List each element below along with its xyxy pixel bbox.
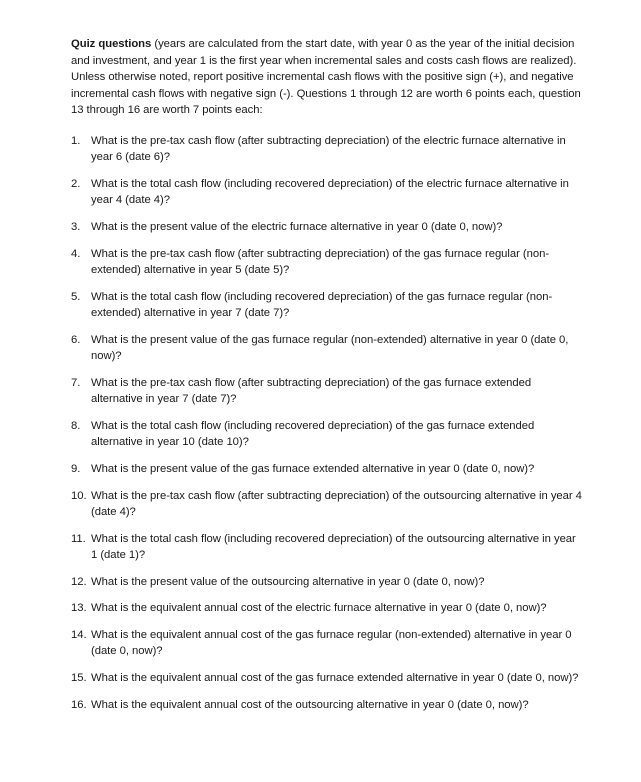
question-text: What is the present value of the electric furnace alternative in year 0 (date 0, now)? bbox=[91, 220, 503, 233]
question-text: What is the present value of the outsourcing alternative in year 0 (date 0, now)? bbox=[91, 575, 485, 588]
question-number: 14. bbox=[71, 629, 87, 642]
question-text: What is the total cash flow (including recovered depreciation) of the gas furnace regular (non-extended) alternative in year 7 (date 7)? bbox=[91, 290, 553, 319]
question-number: 4. bbox=[71, 247, 81, 260]
question-item bbox=[71, 461, 585, 477]
question-text: What is the total cash flow (including recovered depreciation) of the gas furnace extended alternative in year 10 (date 10)? bbox=[91, 419, 535, 448]
question-item bbox=[71, 219, 585, 235]
question-item bbox=[71, 133, 585, 165]
question-item bbox=[71, 332, 585, 364]
question-text: What is the present value of the gas furnace regular (non-extended) alternative in year 0 (date 0, now)? bbox=[91, 333, 569, 362]
question-text: What is the equivalent annual cost of the outsourcing alternative in year 0 (date 0, now)? bbox=[91, 698, 529, 711]
question-number: 8. bbox=[71, 419, 81, 432]
question-number: 10. bbox=[71, 489, 87, 502]
question-number: 6. bbox=[71, 333, 81, 346]
question-list bbox=[71, 133, 585, 713]
question-item bbox=[71, 289, 585, 321]
question-number: 1. bbox=[71, 134, 81, 147]
question-item bbox=[71, 531, 585, 563]
question-item bbox=[71, 574, 585, 590]
question-number: 5. bbox=[71, 290, 81, 303]
question-number: 2. bbox=[71, 177, 81, 190]
question-item bbox=[71, 627, 585, 659]
intro-title: Quiz questions bbox=[71, 38, 152, 50]
question-text: What is the pre-tax cash flow (after subtracting depreciation) of the gas furnace extended alternative in year 7 (date 7)? bbox=[91, 376, 532, 405]
question-text: What is the pre-tax cash flow (after subtracting depreciation) of the electric furnace alternative in year 6 (date 6)? bbox=[91, 134, 566, 164]
question-number: 7. bbox=[71, 376, 81, 389]
question-text: What is the equivalent annual cost of the electric furnace alternative in year 0 (date 0, now)? bbox=[91, 602, 547, 615]
intro-body: (years are calculated from the start date, with year 0 as the year of the initial decision and investment, and year 1 is the first year when incremental sales and costs cash flows are realized). Unless otherwise noted, report positive incremental cash flows with the positive sign (+), and negative incremental cash flows with negative sign (-). Questions 1 through 12 are worth 6 points each, question 13 through 16 are worth 7 points each: bbox=[71, 38, 581, 117]
question-item bbox=[71, 600, 585, 616]
question-item bbox=[71, 176, 585, 208]
question-text: What is the total cash flow (including recovered depreciation) of the electric furnace alternative in year 4 (date 4)? bbox=[91, 177, 569, 207]
question-number: 16. bbox=[71, 698, 87, 711]
question-text: What is the present value of the gas furnace extended alternative in year 0 (date 0, now)? bbox=[91, 462, 535, 475]
question-number: 13. bbox=[71, 602, 87, 615]
question-item bbox=[71, 418, 585, 450]
question-number: 11. bbox=[71, 532, 86, 545]
question-item bbox=[71, 697, 585, 713]
intro-paragraph bbox=[71, 36, 585, 119]
question-text: What is the equivalent annual cost of the gas furnace extended alternative in year 0 (date 0, now)? bbox=[91, 672, 579, 685]
question-text: What is the equivalent annual cost of the gas furnace regular (non-extended) alternative in year 0 (date 0, now)? bbox=[91, 629, 572, 658]
question-number: 15. bbox=[71, 672, 87, 685]
question-number: 12. bbox=[71, 575, 87, 588]
question-item bbox=[71, 375, 585, 407]
question-item bbox=[71, 246, 585, 278]
question-item bbox=[71, 670, 585, 686]
question-text: What is the pre-tax cash flow (after subtracting depreciation) of the outsourcing alternative in year 4 (date 4)? bbox=[91, 489, 582, 518]
question-text: What is the pre-tax cash flow (after subtracting depreciation) of the gas furnace regular (non-extended) alternative in year 5 (date 5)? bbox=[91, 247, 550, 276]
question-text: What is the total cash flow (including recovered depreciation) of the outsourcing alternative in year 1 (date 1)? bbox=[91, 532, 576, 561]
question-item bbox=[71, 488, 585, 520]
question-number: 9. bbox=[71, 462, 81, 475]
question-number: 3. bbox=[71, 220, 81, 233]
